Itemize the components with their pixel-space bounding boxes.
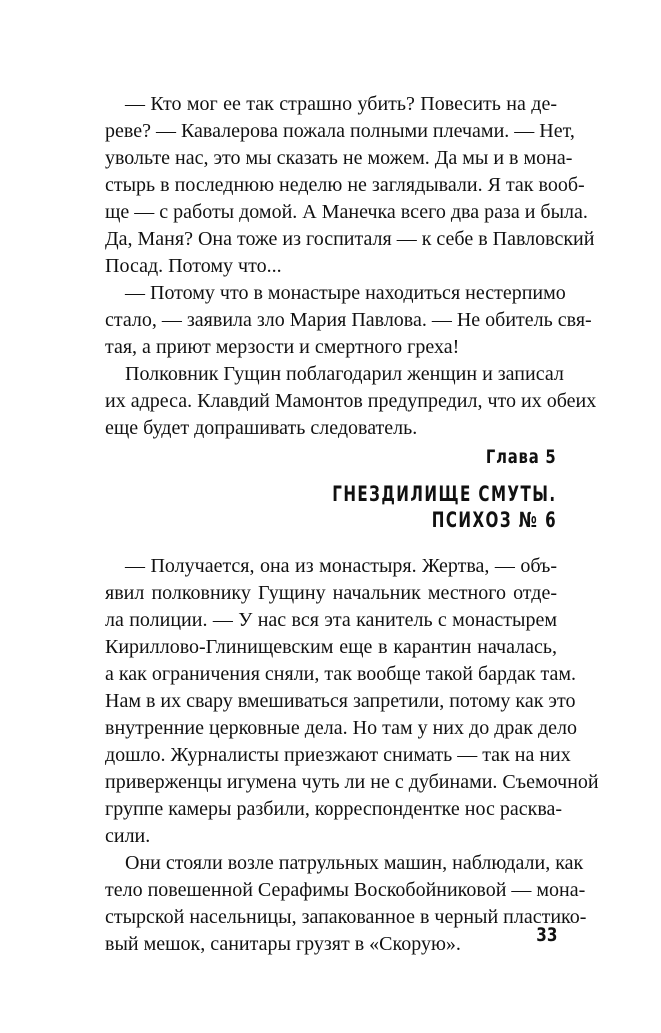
text-line: Полковник Гущин поблагодарил женщин и записал [125, 363, 564, 385]
text-block-bottom [105, 553, 599, 958]
text-line: явил полковнику Гущину начальник местного отде- [105, 582, 557, 604]
text-line: стало, — заявила зло Мария Павлова. — Не обитель свя- [105, 309, 592, 331]
text-line: еще будет допрашивать следователь. [105, 417, 418, 439]
text-line: Они стояли возле патрульных машин, наблюдали, как [125, 852, 584, 874]
chapter-title-line-1: ГНЕЗДИЛИЩЕ СМУТЫ. [332, 482, 557, 506]
text-line: Да, Маня? Она тоже из госпиталя — к себе в Павловский [105, 228, 595, 250]
text-line: вый мешок, санитары грузят в «Скорую». [105, 933, 461, 955]
text-line: ла полиции. — У нас вся эта канитель с монастырем [105, 609, 557, 631]
text-line: группе камеры разбили, корреспондентке нос расква- [105, 798, 563, 820]
text-line: ще — с работы домой. А Манечка всего два раза и была. [105, 201, 588, 223]
text-line: тая, а приют мерзости и смертного греха! [105, 336, 460, 358]
page-number: 33 [535, 924, 557, 946]
text-line: — Потому что в монастыре находиться нестерпимо [125, 282, 566, 304]
text-line: Нам в их свару вмешиваться запретили, потому как это [105, 690, 576, 712]
text-line: стырской насельницы, запакованное в черный пластико- [105, 906, 587, 928]
text-line: — Получается, она из монастыря. Жертва, — объ- [125, 555, 557, 577]
chapter-label: Глава 5 [486, 446, 557, 468]
text-line: их адреса. Клавдий Мамонтов предупредил, что их обеих [105, 390, 597, 412]
text-line: дошло. Журналисты приезжают снимать — так на них [105, 744, 571, 766]
text-line: увольте нас, это мы сказать не можем. Да мы и в мона- [105, 147, 573, 169]
text-block-top [105, 91, 597, 442]
text-line: Кириллово-Глинищевским еще в карантин началась, [105, 636, 557, 658]
text-line: — Кто мог ее так страшно убить? Повесить на де- [125, 93, 557, 115]
chapter-title-line-2: ПСИХОЗ № 6 [431, 508, 557, 532]
text-line: сили. [105, 825, 151, 847]
text-line: внутренние церковные дела. Но там у них до драк дело [105, 717, 577, 739]
text-line: стырь в последнюю неделю не заглядывали. Я так вооб- [105, 174, 585, 196]
text-line: Посад. Потому что... [105, 255, 282, 277]
text-line: реве? — Кавалерова пожала полными плечами. — Нет, [105, 120, 575, 142]
text-line: приверженцы игумена чуть ли не с дубинами. Съемочной [105, 771, 599, 793]
text-line: тело повешенной Серафимы Воскобойниковой — мона- [105, 879, 586, 901]
text-line: а как ограничения сняли, так вообще такой бардак там. [105, 663, 577, 685]
